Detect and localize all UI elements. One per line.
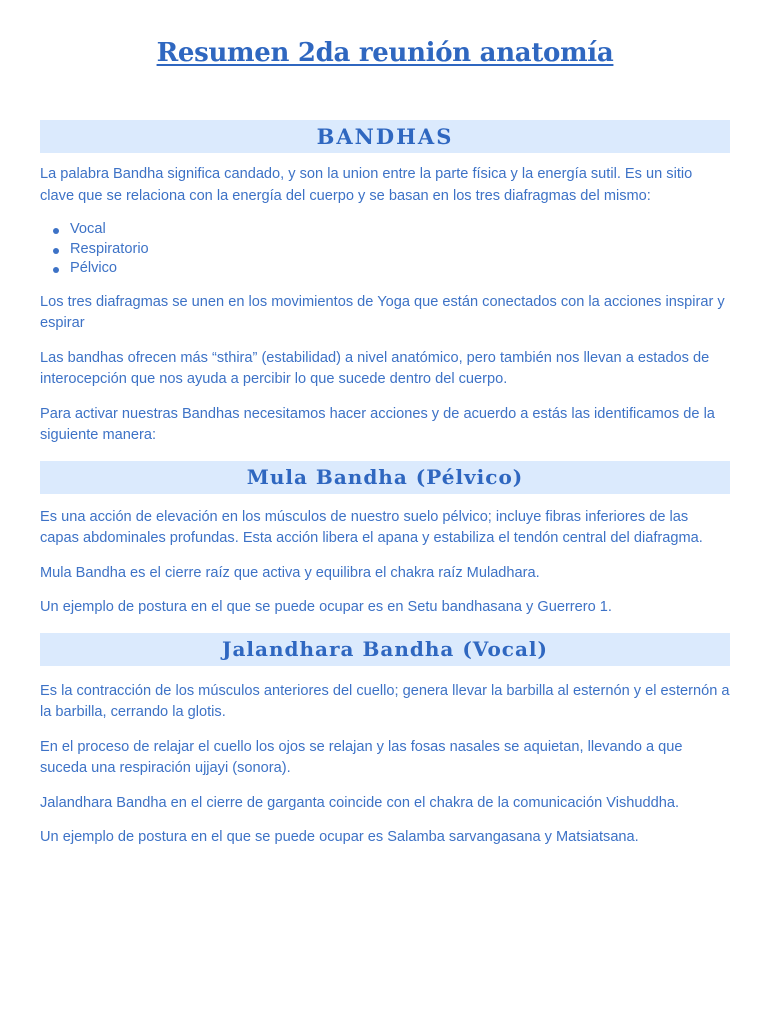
list-item-vocal: Vocal [70,220,730,240]
list-item-pelvico: Pélvico [70,259,730,279]
paragraph-mula-postures: Un ejemplo de postura en el que se puede ocupar es en Setu bandhasana y Guerrero 1. [40,599,612,615]
section-heading-mula-bandha: Mula Bandha (Pélvico) [40,461,730,494]
section-heading-jalandhara-bandha: Jalandhara Bandha (Vocal) [40,633,730,666]
paragraph-jalandhara-contraction: Es la contracción de los músculos anteriores del cuello; genera llevar la barbilla al esternón y el esternón a la barbilla, cerrando la glotis. [40,682,730,720]
paragraph-jalandhara-relax: En el proceso de relajar el cuello los ojos se relajan y las fosas nasales se aquietan, llevando a que suceda una respiración ujjayi (sonora). [40,738,683,776]
list-item-respiratorio: Respiratorio [70,240,730,260]
paragraph-activation: Para activar nuestras Bandhas necesitamos hacer acciones y de acuerdo a estás las identificamos de la siguiente manera: [40,405,715,443]
paragraph-mula-action: Es una acción de elevación en los músculos de nuestro suelo pélvico; incluye fibras inferiores de las capas abdominales profundas. Esta acción libera el apana y estabiliza el tendón central del diafragma. [40,508,703,546]
diaphragm-list [40,220,730,279]
paragraph-sthira: Las bandhas ofrecen más “sthira” (estabilidad) a nivel anatómico, pero también nos llevan a estados de interocepción que nos ayuda a percibir lo que sucede dentro del cuerpo. [40,349,710,387]
paragraph-jalandhara-postures: Un ejemplo de postura en el que se puede ocupar es Salamba sarvangasana y Matsiatsana. [40,829,639,845]
paragraph-bandha-definition: La palabra Bandha significa candado, y son la union entre la parte física y la energía sutil. Es un sitio clave que se relaciona con la energía del cuerpo y se basan en los tres diafragmas del mismo: [40,166,693,204]
paragraph-mula-chakra: Mula Bandha es el cierre raíz que activa y equilibra el chakra raíz Muladhara. [40,564,540,581]
document-title: Resumen 2da reunión anatomía [156,38,614,68]
paragraph-diaphragms-union: Los tres diafragmas se unen en los movimientos de Yoga que están conectados con la acciones inspirar y espirar [40,293,725,331]
section-heading-bandhas: BANDHAS [40,120,730,153]
paragraph-jalandhara-chakra: Jalandhara Bandha en el cierre de garganta coincide con el chakra de la comunicación Vishuddha. [40,794,680,811]
